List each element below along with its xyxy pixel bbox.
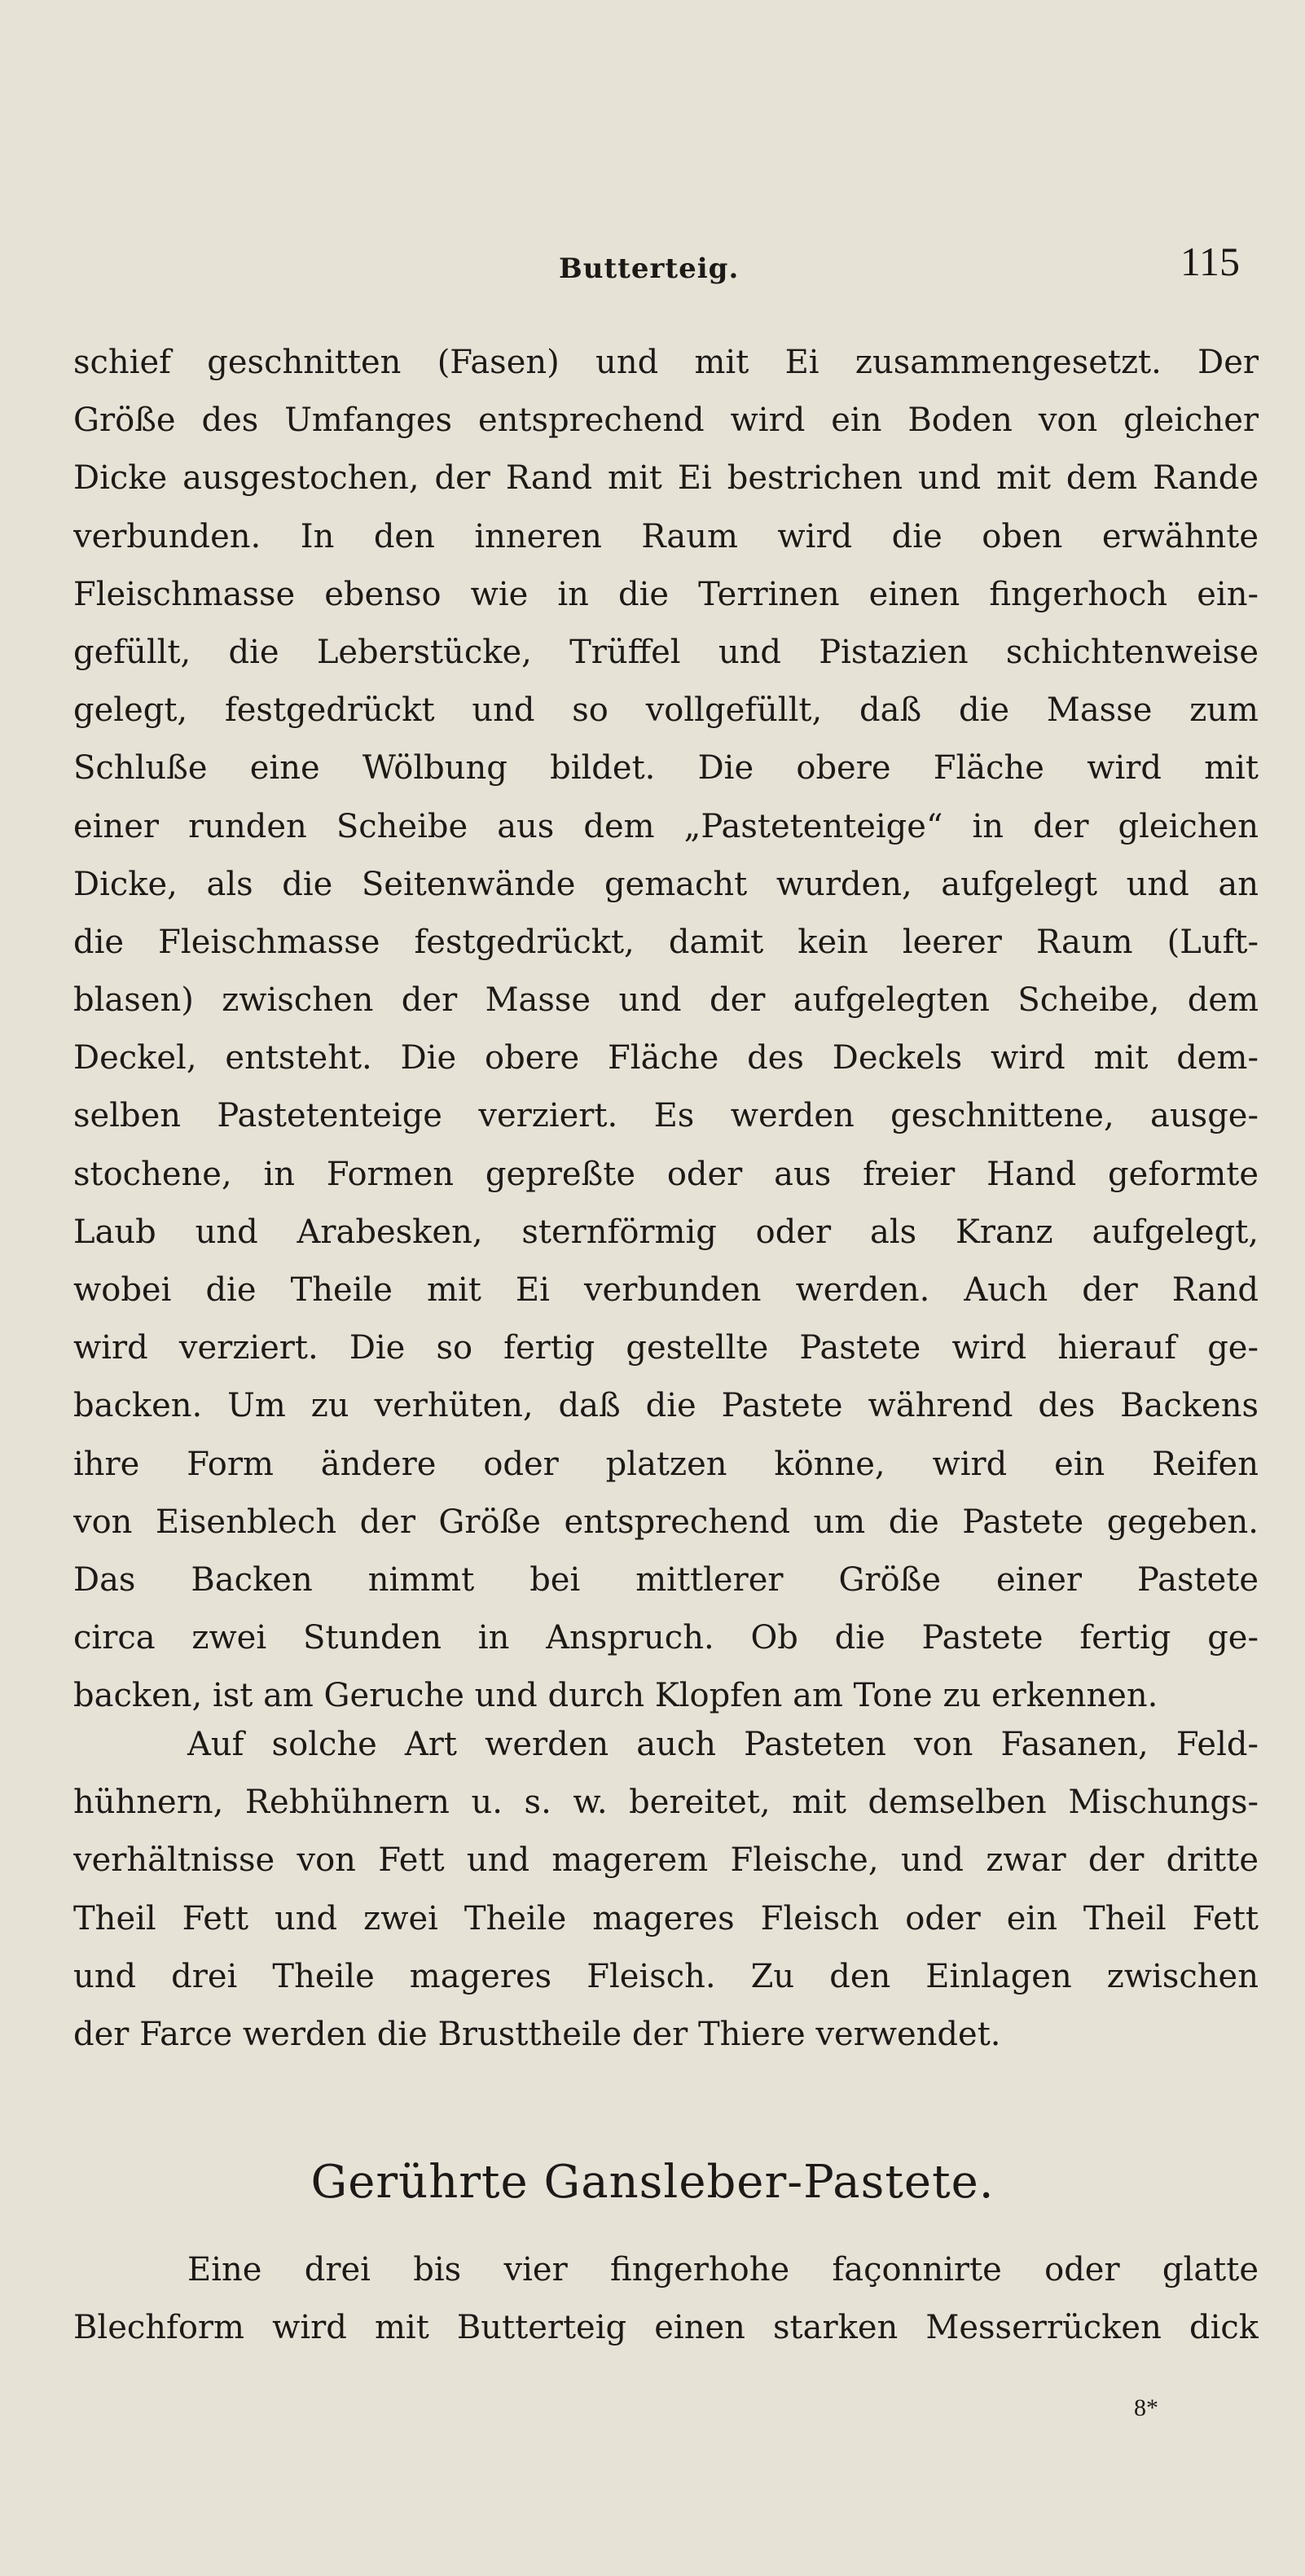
text-line: Dicke ausgestochen, der Rand mit Ei bestrichen und mit dem Rande [73, 459, 1259, 498]
text-line: backen. Um zu verhüten, daß die Pastete während des Backens [73, 1387, 1259, 1425]
text-line: verhältnisse von Fett und magerem Fleische, und zwar der dritte [73, 1841, 1259, 1880]
paragraph-3 [73, 2241, 1259, 2357]
signature-mark: 8* [1134, 2394, 1158, 2421]
section-heading: Gerührte Gansleber-Pastete. [310, 2156, 995, 2209]
text-line: von Eisenblech der Größe entsprechend um die Pastete gegeben. [73, 1503, 1259, 1541]
text-line: Schluße eine Wölbung bildet. Die obere Fläche wird mit [73, 749, 1259, 788]
text-line: selben Pastetenteige verziert. Es werden geschnittene, ausge- [73, 1097, 1259, 1135]
text-line: ihre Form ändere oder platzen könne, wird ein Reifen [73, 1445, 1259, 1483]
text-line: backen, ist am Geruche und durch Klopfen am Tone zu erkennen. [73, 1677, 1158, 1715]
running-title: Butterteig. [559, 252, 740, 285]
text-line: Das Backen nimmt bei mittlerer Größe einer Pastete [73, 1560, 1259, 1599]
text-line: circa zwei Stunden in Anspruch. Ob die Pastete fertig ge- [73, 1619, 1259, 1657]
text-line: verbunden. In den inneren Raum wird die oben erwähnte [73, 517, 1259, 555]
text-line: Theil Fett und zwei Theile mageres Fleisch oder ein Theil Fett [73, 1899, 1259, 1937]
text-line: gelegt, festgedrückt und so vollgefüllt, daß die Masse zum [73, 691, 1259, 730]
text-line: wird verziert. Die so fertig gestellte Pastete wird hierauf ge- [73, 1329, 1259, 1367]
text-line: einer runden Scheibe aus dem „Pastetenteige“ in der gleichen [73, 807, 1259, 845]
text-line: Blechform wird mit Butterteig einen starken Messerrücken dick [73, 2309, 1259, 2347]
text-line: wobei die Theile mit Ei verbunden werden. Auch der Rand [73, 1271, 1259, 1309]
paragraph-1 [73, 334, 1259, 1726]
text-line: und drei Theile mageres Fleisch. Zu den Einlagen zwischen [73, 1957, 1259, 1995]
text-line: die Fleischmasse festgedrückt, damit kein leerer Raum (Luft- [73, 923, 1259, 961]
text-line: Laub und Arabesken, sternförmig oder als Kranz aufgelegt, [73, 1213, 1259, 1251]
text-line: der Farce werden die Brusttheile der Thiere verwendet. [73, 2015, 1001, 2053]
text-line: stochene, in Formen gepreßte oder aus freier Hand geformte [73, 1155, 1259, 1193]
text-line: gefüllt, die Leberstücke, Trüffel und Pistazien schichtenweise [73, 633, 1259, 671]
text-line: hühnern, Rebhühnern u. s. w. bereitet, mit demselben Mischungs- [73, 1784, 1259, 1822]
text-line: blasen) zwischen der Masse und der aufgelegten Scheibe, dem [73, 981, 1259, 1020]
text-line: Auf solche Art werden auch Pasteten von Fasanen, Feld- [187, 1726, 1259, 1763]
text-line: Dicke, als die Seitenwände gemacht wurden, aufgelegt und an [73, 865, 1259, 903]
running-head [73, 238, 1246, 303]
page-number: 115 [1180, 239, 1240, 284]
text-line: Fleischmasse ebenso wie in die Terrinen einen fingerhoch ein- [73, 575, 1259, 613]
text-line: Größe des Umfanges entsprechend wird ein Boden von gleicher [73, 402, 1259, 440]
text-line: Eine drei bis vier fingerhohe façonnirte oder glatte [187, 2251, 1259, 2289]
text-line: Deckel, entsteht. Die obere Fläche des Deckels wird mit dem- [73, 1039, 1259, 1077]
text-line: schief geschnitten (Fasen) und mit Ei zusammengesetzt. Der [73, 344, 1259, 381]
paragraph-2 [73, 1716, 1259, 2064]
